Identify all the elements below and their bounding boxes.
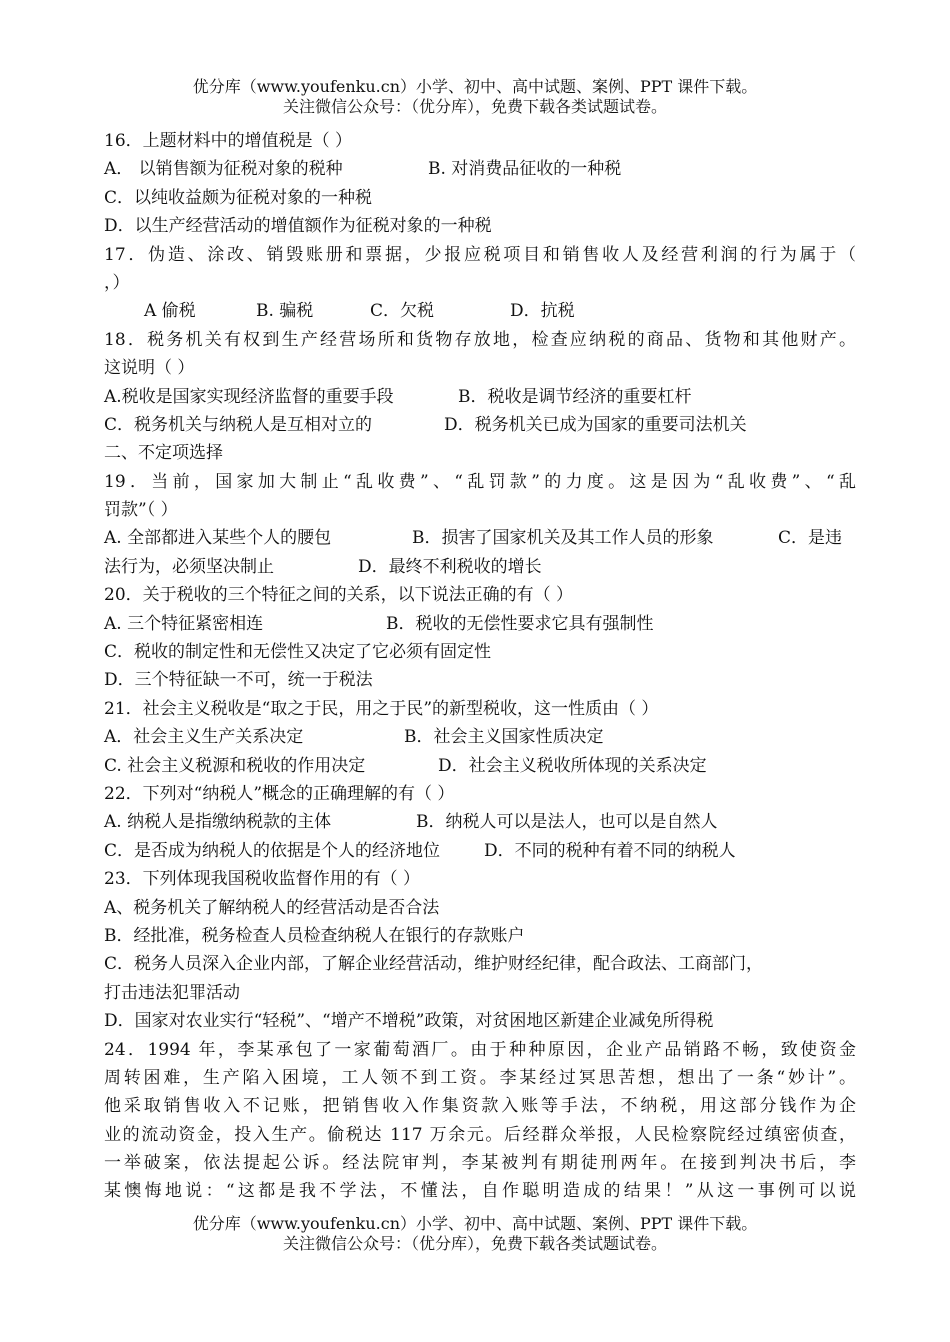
- q17-stem-line-2: ，）: [104, 272, 130, 293]
- q17-option-c: C．欠税: [370, 301, 435, 322]
- footer-line-2: 关注微信公众号：（优分库），免费下载各类试题试卷。: [282, 1234, 667, 1253]
- q18-option-d: D．税务机关已成为国家的重要司法机关: [444, 414, 747, 435]
- q17-option-a: A 偷税: [144, 301, 196, 322]
- q17-stem-line-1: 17．伪造、涂改、销毁账册和票据，少报应税项目和销售收人及经营利润的行为属于（: [104, 244, 856, 265]
- q21-option-d: D．社会主义税收所体现的关系决定: [438, 755, 707, 776]
- q24-line-5: 一举破案，依法提起公诉。经法院审判，李某被判有期徒刑两年。在接到判决书后，李: [104, 1153, 856, 1174]
- q23-option-d: D．国家对农业实行“轻税”、“增产不增税”政策，对贫困地区新建企业减免所得税: [104, 1011, 714, 1032]
- q19-stem-line-2: 罚款”（ ）: [104, 500, 178, 521]
- q23-stem: 23．下列体现我国税收监督作用的有（ ）: [104, 869, 421, 890]
- q18-options-cd: [104, 411, 856, 439]
- q24-line-4: 业的流动资金，投入生产。偷税达 117 万余元。后经群众举报，人民检察院经过缜密侦查，: [104, 1124, 856, 1145]
- q21-option-b: B．社会主义国家性质决定: [404, 727, 604, 748]
- q23-option-b: B．经批准，税务检查人员检查纳税人在银行的存款账户: [104, 925, 525, 946]
- q23-option-c-line-2: 打击违法犯罪活动: [104, 982, 240, 1003]
- q20-option-b: B．税收的无偿性要求它具有强制性: [386, 613, 654, 634]
- q22-option-b: B．纳税人可以是法人，也可以是自然人: [416, 812, 718, 833]
- q23-option-a: A、税务机关了解纳税人的经营活动是否合法: [104, 897, 440, 918]
- q21-option-c: C. 社会主义税源和税收的作用决定: [104, 755, 366, 776]
- q18-option-a: A.税收是国家实现经济监督的重要手段: [104, 386, 394, 407]
- q22-option-c: C．是否成为纳税人的依据是个人的经济地位: [104, 840, 441, 861]
- q21-option-a: A．社会主义生产关系决定: [104, 727, 304, 748]
- q24-line-6: 某懊悔地说：“这都是我不学法，不懂法，自作聪明造成的结果！”从这一事例可以说: [104, 1181, 856, 1202]
- q20-option-a: A. 三个特征紧密相连: [104, 613, 264, 634]
- q23-option-c-line-1: C．税务人员深入企业内部，了解企业经营活动，维护财经纪律，配合政法、工商部门，: [104, 954, 764, 975]
- q16-stem: 16．上题材料中的增值税是（ ）: [104, 131, 353, 151]
- q22-option-a: A. 纳税人是指缴纳税款的主体: [104, 812, 332, 833]
- q18-option-b: B．税收是调节经济的重要杠杆: [458, 386, 692, 407]
- page-header: [0, 77, 950, 117]
- q19-option-a: A. 全部都进入某些个人的腰包: [104, 528, 332, 549]
- q16-option-d: D．以生产经营活动的增值额作为征税对象的一种税: [104, 216, 492, 237]
- q24-line-1: 24．1994 年，李某承包了一家葡萄酒厂。由于种种原因，企业产品销路不畅，致使资金: [104, 1039, 856, 1060]
- q17-options: [104, 297, 856, 325]
- q16-option-b: B. 对消费品征收的一种税: [428, 159, 622, 180]
- q20-options-ab: [104, 610, 856, 638]
- q19-options-cd: [104, 553, 856, 581]
- q21-stem: 21．社会主义税收是“取之于民，用之于民”的新型税收，这一性质由（ ）: [104, 698, 659, 719]
- page-content: [104, 127, 856, 1206]
- q18-option-c: C．税务机关与纳税人是互相对立的: [104, 414, 373, 435]
- q21-options-ab: [104, 723, 856, 751]
- q16-options-ab: [104, 155, 856, 183]
- q18-stem-line-2: 这说明（ ）: [104, 358, 195, 379]
- q19-option-c-part-1: C．是违: [778, 528, 843, 549]
- q19-option-c-part-2: 法行为，必须坚决制止: [104, 556, 274, 577]
- q24-line-2: 周转困难，生产陷入困境，工人领不到工资。李某经过冥思苦想，想出了一条“妙计”。: [104, 1067, 856, 1088]
- q19-options-abc: [104, 524, 856, 552]
- q22-option-d: D．不同的税种有着不同的纳税人: [484, 840, 736, 861]
- q22-stem: 22．下列对“纳税人”概念的正确理解的有（ ）: [104, 783, 455, 804]
- q17-option-b: B. 骗税: [256, 301, 314, 322]
- q16-option-a: A． 以销售额为征税对象的税种: [104, 159, 343, 180]
- header-line-1: 优分库（www.youfenku.cn）小学、初中、高中试题、案例、PPT 课件下载。: [192, 77, 758, 96]
- q17-option-d: D．抗税: [510, 301, 575, 322]
- q18-stem-line-1: 18．税务机关有权到生产经营场所和货物存放地，检查应纳税的商品、货物和其他财产。: [104, 329, 856, 350]
- footer-line-1: 优分库（www.youfenku.cn）小学、初中、高中试题、案例、PPT 课件下载。: [192, 1214, 758, 1233]
- q16-option-c: C．以纯收益颇为征税对象的一种税: [104, 187, 373, 208]
- page-footer: [0, 1214, 950, 1254]
- q22-options-cd: [104, 837, 856, 865]
- q20-option-d: D．三个特征缺一不可，统一于税法: [104, 670, 373, 691]
- q19-stem-line-1: 19．当前，国家加大制止“乱收费”、“乱罚款”的力度。这是因为“乱收费”、“乱: [104, 471, 856, 492]
- q24-line-3: 他采取销售收入不记账，把销售收入作集资款入账等手法，不纳税，用这部分钱作为企: [104, 1096, 856, 1117]
- q18-options-ab: [104, 383, 856, 411]
- section-heading: 二、不定项选择: [104, 443, 223, 464]
- q19-option-b: B．损害了国家机关及其工作人员的形象: [412, 528, 714, 549]
- q19-option-d: D．最终不利税收的增长: [358, 556, 542, 577]
- q20-stem: 20．关于税收的三个特征之间的关系，以下说法正确的有（ ）: [104, 585, 574, 606]
- q20-option-c: C．税收的制定性和无偿性又决定了它必须有固定性: [104, 642, 492, 663]
- q22-options-ab: [104, 808, 856, 836]
- header-line-2: 关注微信公众号：（优分库），免费下载各类试题试卷。: [282, 97, 667, 116]
- q21-options-cd: [104, 752, 856, 780]
